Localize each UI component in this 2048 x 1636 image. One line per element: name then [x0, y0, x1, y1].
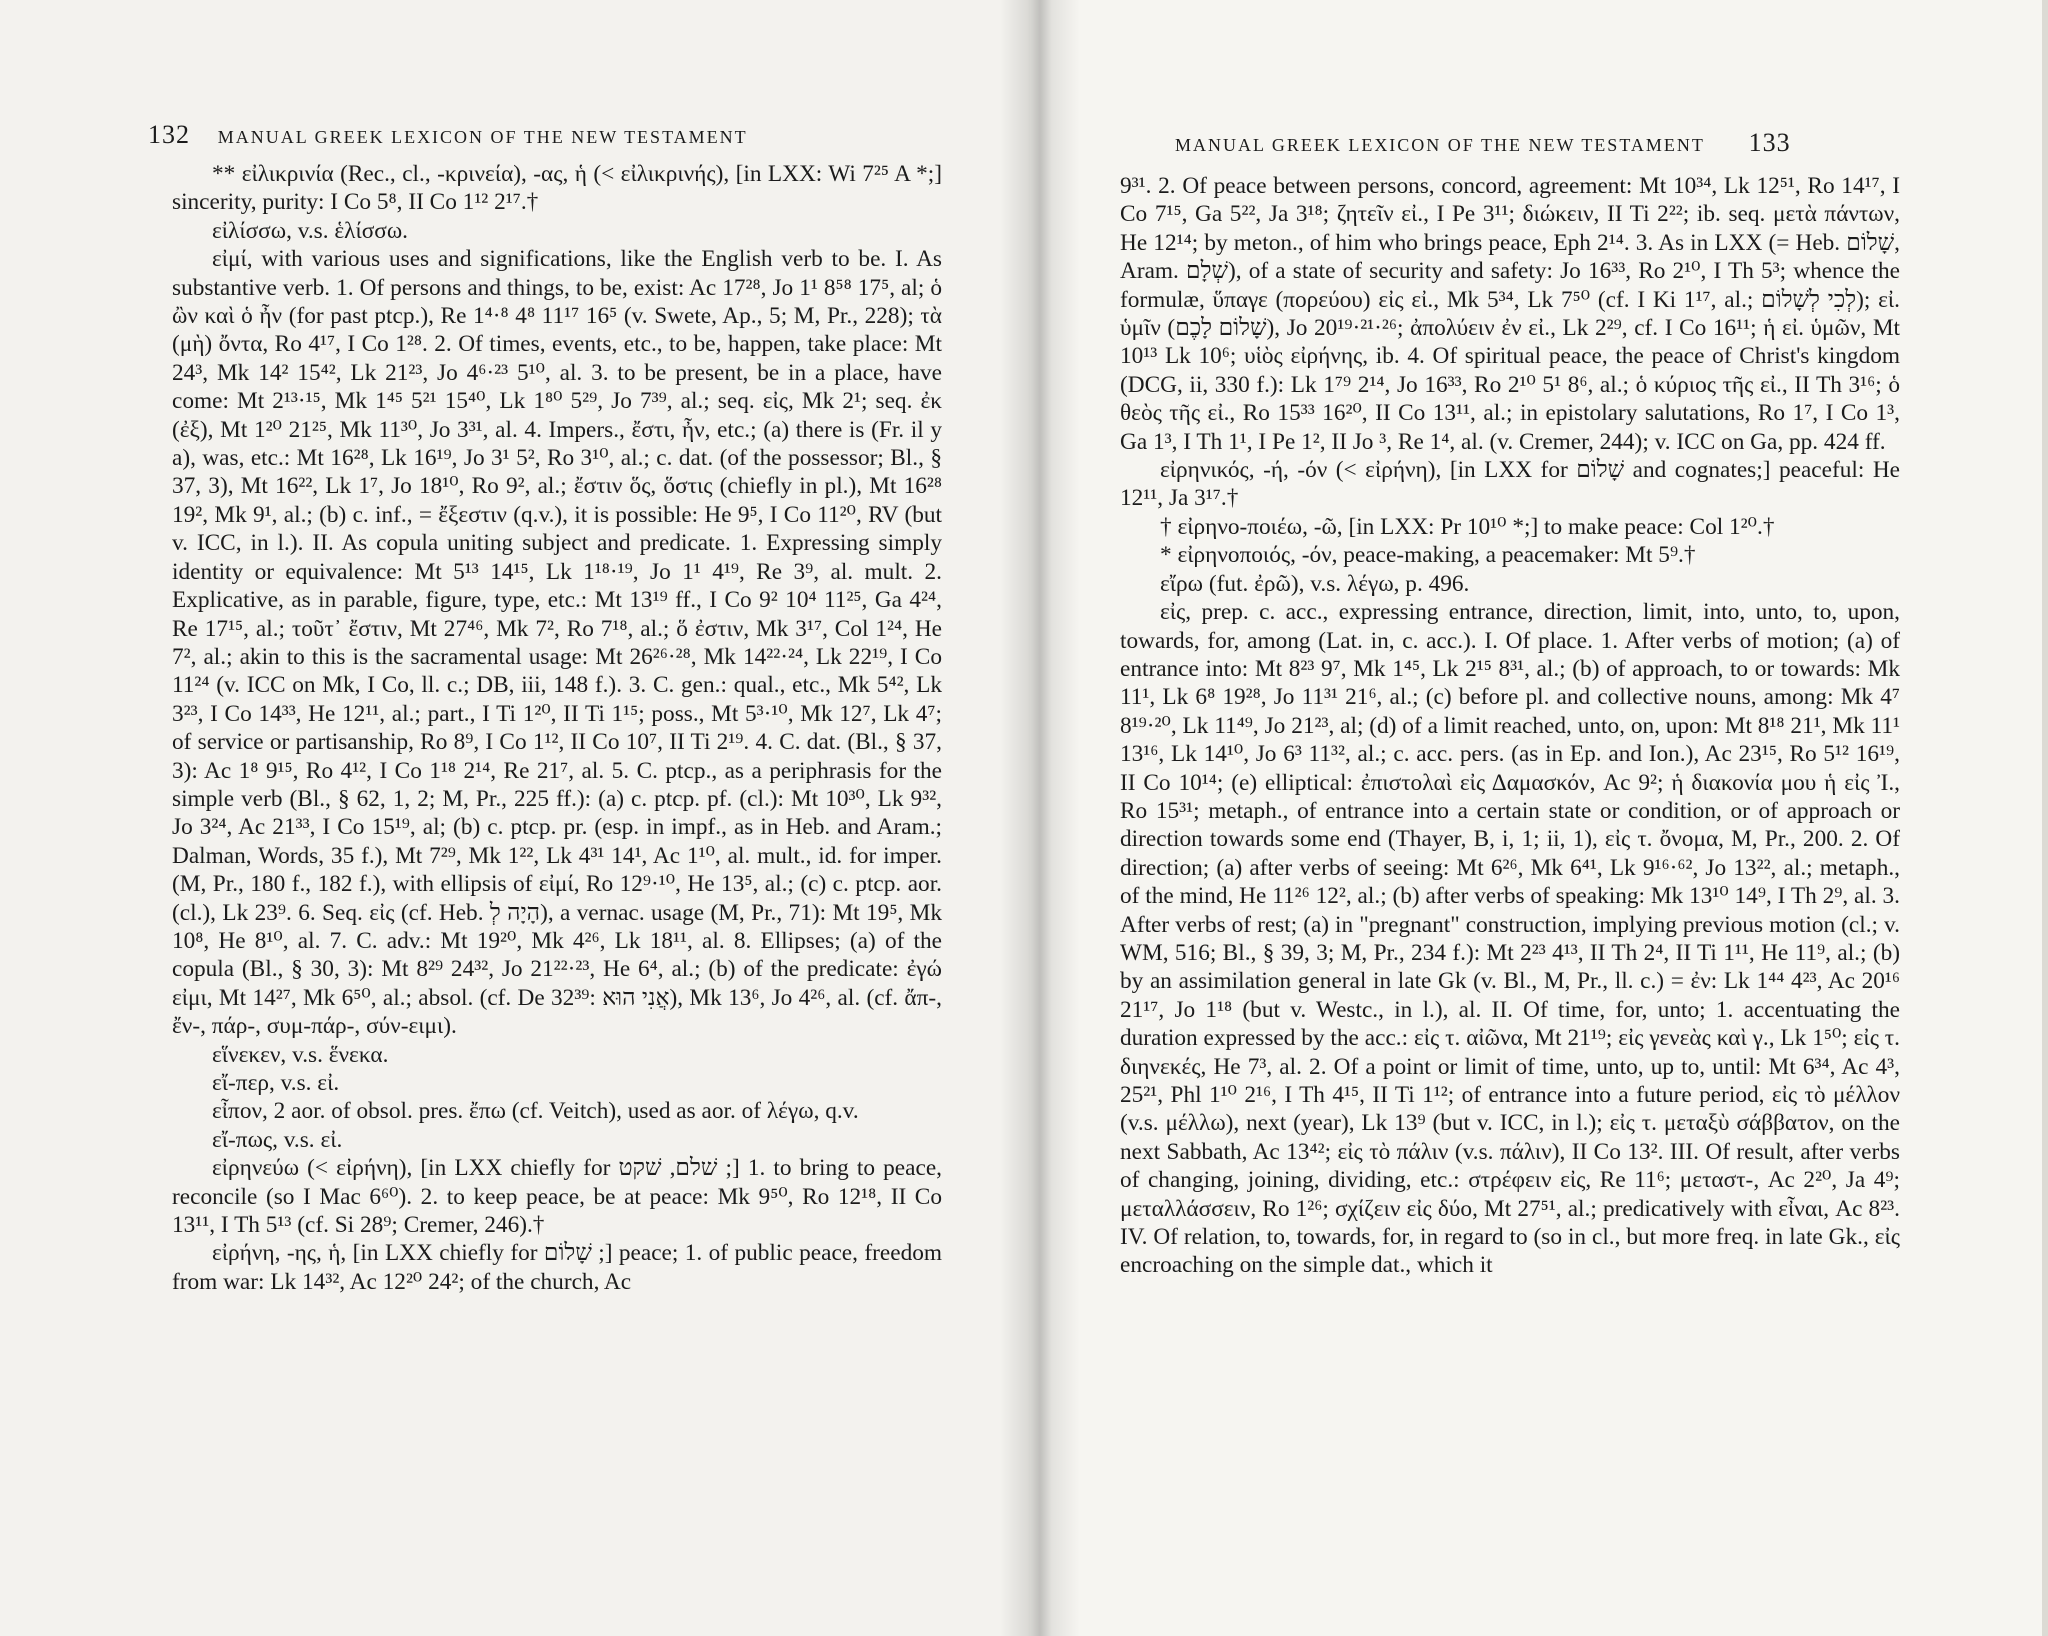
entry-eirenopoios: * εἰρηνοποιός, -όν, peace-making, a peacemaker: Mt 5⁹.†	[1160, 542, 1696, 569]
left-text-column	[172, 160, 942, 1296]
right-running-title: MANUAL GREEK LEXICON OF THE NEW TESTAMENT	[1175, 135, 1705, 155]
entry-eilisso: εἰλίσσω, v.s. ἑλίσσω.	[212, 217, 409, 244]
entry-eiro: εἴρω (fut. ἐρῶ), v.s. λέγω, p. 496.	[1160, 570, 1470, 597]
entry-eirenopoieo: † εἰρηνο-ποιέω, -ῶ, [in LXX: Pr 10¹⁰ *;] to make peace: Col 1²⁰.†	[1160, 513, 1775, 540]
entry-eis: εἰς, prep. c. acc., expressing entrance, direction, limit, into, unto, to, upon, towards, for, among (Lat. in, c. acc.). I. Of place. 1. After verbs of motion; (a) of entrance into: Mt 8²³ 9⁷, Mk 1⁴⁵, Lk 2¹⁵ 8³¹, al.; (b) of approach, to or towards: Mk 11¹, Lk 6⁸ 19²⁸, Jo 11³¹ 21⁶, al.; (c) before pl. and collective nouns, among: Mk 4⁷ 8¹⁹·²⁰, Lk 11⁴⁹, Jo 21²³, al; (d) of a limit reached, unto, on, upon: Mt 8¹⁸ 21¹, Mk 11¹ 13¹⁶, Lk 14¹⁰, Jo 6³ 11³², al.; c. acc. pers. (as in Ep. and Ion.), Ac 23¹⁵, Ro 5¹² 16¹⁹, II Co 10¹⁴; (e) elliptical: ἐπιστολαὶ εἰς Δαμασκόν, Ac 9²; ἡ διακονία μου ἡ εἰς Ἰ., Ro 15³¹; metaph., of entrance into a certain state or condition, or of approach or direction towards some end (Thayer, B, i, 1; ii, 1), εἰς τ. ὄνομα, M, Pr., 200. 2. Of direction; (a) after verbs of seeing: Mt 6²⁶, Mk 6⁴¹, Lk 9¹⁶·⁶², Jo 13²², al.; metaph., of the mind, He 11²⁶ 12², al.; (b) after verbs of speaking: Mk 13¹⁰ 14⁹, I Th 2⁹, al. 3. After verbs of rest; (a) in "pregnant" construction, implying previous motion (cl.; v. WM, 516; Bl., § 39, 3; M, Pr., 234 f.): Mt 2²³ 4¹³, II Th 2⁴, II Ti 1¹¹, He 11⁹, al.; (b) by an assimilation general in late Gk (v. Bl., M, Pr., ll. c.) = ἐν: Lk 1⁴⁴ 4²³, Ac 20¹⁶ 21¹⁷, Jo 1¹⁸ (but v. Westc., in l.), al. II. Of time, for, unto; 1. accentuating the duration expressed by the acc.: εἰς τ. αἰῶνα, Mt 21¹⁹; εἰς γενεὰς καὶ γ., Lk 1⁵⁰; εἰς τ. διηνεκές, He 7³, al. 2. Of a point or limit of time, unto, up to, until: Mt 6³⁴, Ac 4³, 25²¹, Phl 1¹⁰ 2¹⁶, I Th 4¹⁵, II Ti 1¹²; of entrance into a future period, εἰς τὸ μέλλον (v.s. μέλλω), next (year), Lk 13⁹ (but v. ICC, in l.); εἰς τ. μεταξὺ σάββατον, on the next Sabbath, Ac 13⁴²; εἰς τὸ πάλιν (v.s. πάλιν), II Co 13². III. Of result, after verbs of changing, joining, dividing, etc.: στρέφειν εἰς, Re 11⁶; μεταστ-, Ac 2²⁰, Ja 4⁹; μεταλλάσσειν, Ro 1²⁶; σχίζειν εἰς δύο, Mt 27⁵¹, al.; predicatively with εἶναι, Ac 8²³. IV. Of relation, to, towards, for, in regard to (so in cl., but more freq. in late Gk., εἰς encroaching on the simple dat., which it	[1120, 599, 1900, 1279]
entry-eirenikos: εἰρηνικός, -ή, -όν (< εἰρήνη), [in LXX for שָׁלוֹם and cognates;] peaceful: He 12¹¹, Ja 3¹⁷.†	[1120, 457, 1900, 512]
entry-eirene: εἰρήνη, -ης, ἡ, [in LXX chiefly for שָׁלוֹם ;] peace; 1. of public peace, freedom from war: Lk 14³², Ac 12²⁰ 24²; of the church, Ac	[172, 1240, 942, 1295]
entry-eipon: εἶπον, 2 aor. of obsol. pres. ἔπω (cf. Veitch), used as aor. of λέγω, q.v.	[212, 1098, 859, 1125]
left-running-title: MANUAL GREEK LEXICON OF THE NEW TESTAMENT	[217, 127, 748, 147]
entry-eirene-continued: 9³¹. 2. Of peace between persons, concord, agreement: Mt 10³⁴, Lk 12⁵¹, Ro 14¹⁷, I Co 7¹⁵, Ga 5²², Ja 3¹⁸; ζητεῖν εἰ., I Pe 3¹¹; διώκειν, II Ti 2²²; ib. seq. μετὰ πάντων, He 12¹⁴; by meton., of him who brings peace, Eph 2¹⁴. 3. As in LXX (= Heb. שָׁלוֹם, Aram. שְׁלָם), of a state of security and safety: Jo 16³³, Ro 2¹⁰, I Th 5³; whence the formulæ, ὕπαγε (πορεύου) εἰς εἰ., Mk 5³⁴, Lk 7⁵⁰ (cf. I Ki 1¹⁷, al.; לְכִי לְשָׁלוֹם); εἰ. ὑμῖν (שָׁלוֹם לָכֶם), Jo 20¹⁹·²¹·²⁶; ἀπολύειν ἐν εἰ., Lk 2²⁹, cf. I Co 16¹¹; ἡ εἰ. ὑμῶν, Mt 10¹³ Lk 10⁶; υἱὸς εἰρήνης, ib. 4. Of spiritual peace, the peace of Christ's kingdom (DCG, ii, 330 f.): Lk 1⁷⁹ 2¹⁴, Jo 16³³, Ro 2¹⁰ 5¹ 8⁶, al.; ὁ κύριος τῆς εἰ., II Th 3¹⁶; ὁ θεὸς τῆς εἰ., Ro 15³³ 16²⁰, II Co 13¹¹, al.; in epistolary salutations, Ro 1⁷, I Co 1³, Ga 1³, I Th 1¹, I Pe 1², II Jo ³, Re 1⁴, al. (v. Cremer, 244); v. ICC on Ga, pp. 424 ff.	[1120, 173, 1901, 455]
entry-eimi: εἰμί, with various uses and significations, like the English verb to be. I. As substantive verb. 1. Of persons and things, to be, exist: Ac 17²⁸, Jo 1¹ 8⁵⁸ 17⁵, al; ὁ ὢν καὶ ὁ ἦν (for past ptcp.), Re 1⁴·⁸ 4⁸ 11¹⁷ 16⁵ (v. Swete, Ap., 5; M, Pr., 228); τὰ (μὴ) ὄντα, Ro 4¹⁷, I Co 1²⁸. 2. Of times, events, etc., to be, happen, take place: Mt 24³, Mk 14² 15⁴², Lk 21²³, Jo 4⁶·²³ 5¹⁰, al. 3. to be present, be in a place, have come: Mt 2¹³·¹⁵, Mk 1⁴⁵ 5²¹ 15⁴⁰, Lk 1⁸⁰ 5²⁹, Jo 7³⁹, al.; seq. εἰς, Mk 2¹; seq. ἐκ (ἐξ), Mt 1²⁰ 21²⁵, Mk 11³⁰, Jo 3³¹, al. 4. Impers., ἔστι, ἦν, etc.; (a) there is (Fr. il y a), was, etc.: Mt 16²⁸, Lk 16¹⁹, Jo 3¹ 5², Ro 3¹⁰, al.; c. dat. (of the possessor; Bl., § 37, 3), Mt 16²², Lk 1⁷, Jo 18¹⁰, Ro 9², al.; ἔστιν ὅς, ὅστις (chiefly in pl.), Mt 16²⁸ 19², Mk 9¹, al.; (b) c. inf., = ἔξεστιν (q.v.), it is possible: He 9⁵, I Co 11²⁰, RV (but v. ICC, in l.). II. As copula uniting subject and predicate. 1. Expressing simply identity or equivalence: Mt 5¹³ 14¹⁵, Lk 1¹⁸·¹⁹, Jo 1¹ 4¹⁹, Re 3⁹, al. mult. 2. Explicative, as in parable, figure, type, etc.: Mt 13¹⁹ ff., I Co 9² 10⁴ 11²⁵, Ga 4²⁴, Re 17¹⁵, al.; τοῦτ᾽ ἔστιν, Mt 27⁴⁶, Mk 7², Ro 7¹⁸, al.; ὅ ἐστιν, Mk 3¹⁷, Col 1²⁴, He 7², al.; akin to this is the sacramental usage: Mt 26²⁶·²⁸, Mk 14²²·²⁴, Lk 22¹⁹, I Co 11²⁴ (v. ICC on Mk, I Co, ll. c.; DB, iii, 148 f.). 3. C. gen.: qual., etc., Mk 5⁴², Lk 3²³, I Co 14³³, He 12¹¹, al.; part., I Ti 1²⁰, II Ti 1¹⁵; poss., Mt 5³·¹⁰, Mk 12⁷, Lk 4⁷; of service or partisanship, Ro 8⁹, I Co 1¹², II Co 10⁷, II Ti 2¹⁹. 4. C. dat. (Bl., § 37, 3): Ac 1⁸ 9¹⁵, Ro 4¹², I Co 1¹⁸ 2¹⁴, Re 21⁷, al. 5. C. ptcp., as a periphrasis for the simple verb (Bl., § 62, 1, 2; M, Pr., 225 ff.): (a) c. ptcp. pf. (cl.): Mt 10³⁰, Lk 9³², Jo 3²⁴, Ac 21³³, I Co 15¹⁹, al; (b) c. ptcp. pr. (esp. in impf., as in Heb. and Aram.; Dalman, Words, 35 f.), Mt 7²⁹, Mk 1²², Lk 4³¹ 14¹, Ac 1¹⁰, al. mult., id. for imper. (M, Pr., 180 f., 182 f.), with ellipsis of εἰμί, Ro 12⁹·¹⁰, He 13⁵, al.; (c) c. ptcp. aor. (cl.), Lk 23⁹. 6. Seq. εἰς (cf. Heb. הָיָה לְ), a vernac. usage (M, Pr., 71): Mt 19⁵, Mk 10⁸, He 8¹⁰, al. 7. C. adv.: Mt 19²⁰, Mk 4²⁶, Lk 18¹¹, al. 8. Ellipses; (a) of the copula (Bl., § 30, 3): Mt 8²⁹ 24³², Jo 21²²·²³, He 6⁴, al.; (b) of the predicate: ἐγώ εἰμι, Mt 14²⁷, Mk 6⁵⁰, al.; absol. (cf. De 32³⁹: אֲנִי הוּא), Mk 13⁶, Jo 4²⁶, al. (cf. ἄπ-, ἔν-, πάρ-, συμ-πάρ-, σύν-ειμι).	[172, 246, 942, 1040]
entry-eireneuo: εἰρηνεύω (< εἰρήνη), [in LXX chiefly for שׁלם, שׁקט ;] 1. to bring to peace, reconcile (so I Mac 6⁶⁰). 2. to keep peace, be at peace: Mk 9⁵⁰, Ro 12¹⁸, II Co 13¹¹, I Th 5¹³ (cf. Si 28⁹; Cremer, 246).†	[172, 1155, 942, 1239]
right-page	[1030, 0, 2048, 1636]
entry-eilikrinia: ** εἰλικρινία (Rec., cl., -κρινεία), -ας, ἡ (< εἰλικρινής), [in LXX: Wi 7²⁵ A *;] sincerity, purity: I Co 5⁸, II Co 1¹² 2¹⁷.†	[172, 161, 942, 216]
left-running-head	[148, 120, 748, 150]
entry-heineken: εἵνεκεν, v.s. ἕνεκα.	[212, 1041, 389, 1068]
page-edge	[2042, 0, 2048, 1636]
right-page-number: 133	[1748, 128, 1791, 157]
entry-eiper: εἴ-περ, v.s. εἰ.	[212, 1070, 340, 1096]
left-page-number: 132	[148, 120, 190, 149]
right-running-head	[1175, 128, 1791, 158]
entry-eipos: εἴ-πως, v.s. εἰ.	[212, 1126, 343, 1153]
right-text-column	[1120, 172, 1900, 1280]
